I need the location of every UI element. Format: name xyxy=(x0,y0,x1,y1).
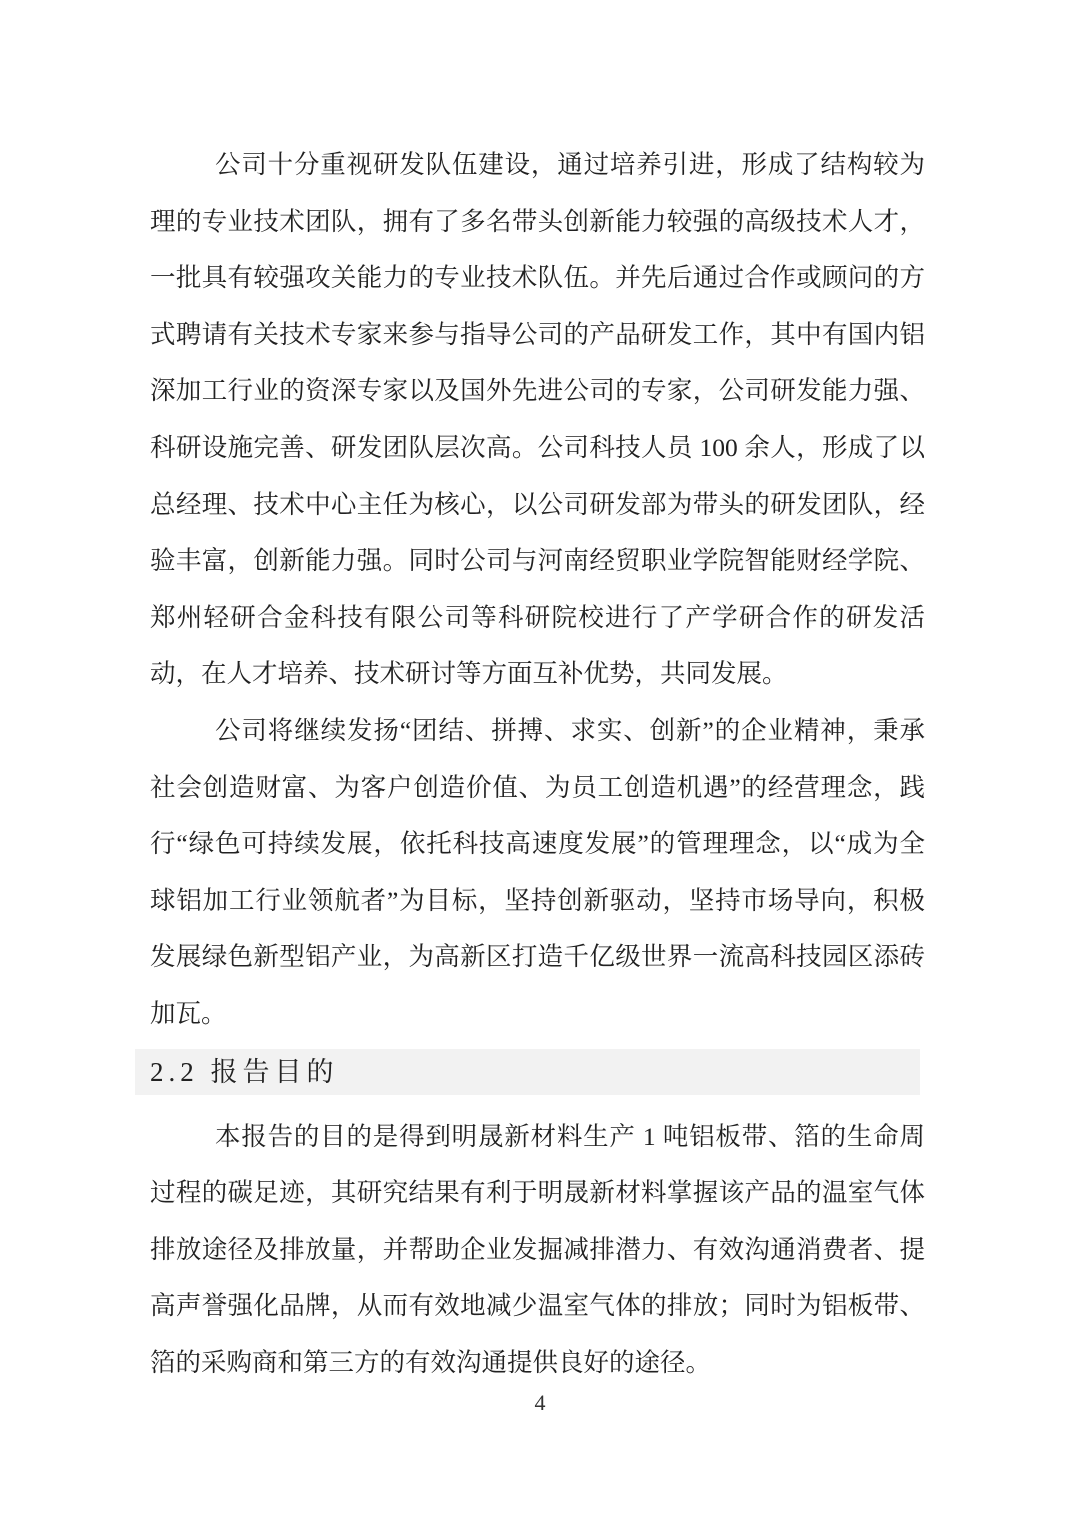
text-line: 公司将继续发扬“团结、拼搏、求实、创新”的企业精神，秉承 xyxy=(215,715,925,745)
text-line: 本报告的目的是得到明晟新材料生产 1 吨铝板带、箔的生命周 xyxy=(215,1121,925,1151)
text-line: 加瓦。 xyxy=(150,998,227,1028)
text-line: 高声誉强化品牌，从而有效地减少温室气体的排放；同时为铝板带、 xyxy=(150,1291,925,1321)
text-line: 社会创造财富、为客户创造价值、为员工创造机遇”的经营理念，践 xyxy=(150,772,925,802)
text-line: 深加工行业的资深专家以及国外先进公司的专家，公司研发能力强、 xyxy=(150,376,925,406)
text-line: 球铝加工行业领航者”为目标，坚持创新驱动，坚持市场导向，积极 xyxy=(150,885,925,915)
paragraph xyxy=(150,1109,925,1392)
text-line: 总经理、技术中心主任为核心，以公司研发部为带头的研发团队，经 xyxy=(150,489,925,519)
section-heading: 2.2 报告目的 xyxy=(135,1049,920,1095)
text-line: 郑州轻研合金科技有限公司等科研院校进行了产学研合作的研发活 xyxy=(150,602,925,632)
document-body xyxy=(150,137,925,1391)
text-line: 验丰富，创新能力强。同时公司与河南经贸职业学院智能财经学院、 xyxy=(150,546,925,576)
text-line: 排放途径及排放量，并帮助企业发掘减排潜力、有效沟通消费者、提 xyxy=(150,1234,925,1264)
text-line: 箔的采购商和第三方的有效沟通提供良好的途径。 xyxy=(150,1347,712,1377)
page-number: 4 xyxy=(534,1390,546,1415)
text-line: 科研设施完善、研发团队层次高。公司科技人员 100 余人，形成了以 xyxy=(150,432,925,462)
text-line: 理的专业技术团队，拥有了多名带头创新能力较强的高级技术人才， xyxy=(150,206,925,236)
text-line: 式聘请有关技术专家来参与指导公司的产品研发工作，其中有国内铝 xyxy=(150,319,925,349)
text-line: 过程的碳足迹，其研究结果有利于明晟新材料掌握该产品的温室气体 xyxy=(150,1178,925,1208)
paragraph xyxy=(150,703,925,1043)
text-line: 公司十分重视研发队伍建设，通过培养引进，形成了结构较为 xyxy=(215,150,925,179)
text-line: 一批具有较强攻关能力的专业技术队伍。并先后通过合作或顾问的方 xyxy=(150,263,925,293)
paragraph xyxy=(150,137,925,703)
text-line: 发展绿色新型铝产业，为高新区打造千亿级世界一流高科技园区添砖 xyxy=(150,942,925,972)
page-footer xyxy=(0,1390,1080,1416)
text-line: 行“绿色可持续发展，依托科技高速度发展”的管理理念，以“成为全 xyxy=(150,829,925,859)
text-line: 动，在人才培养、技术研讨等方面互补优势，共同发展。 xyxy=(150,659,788,689)
